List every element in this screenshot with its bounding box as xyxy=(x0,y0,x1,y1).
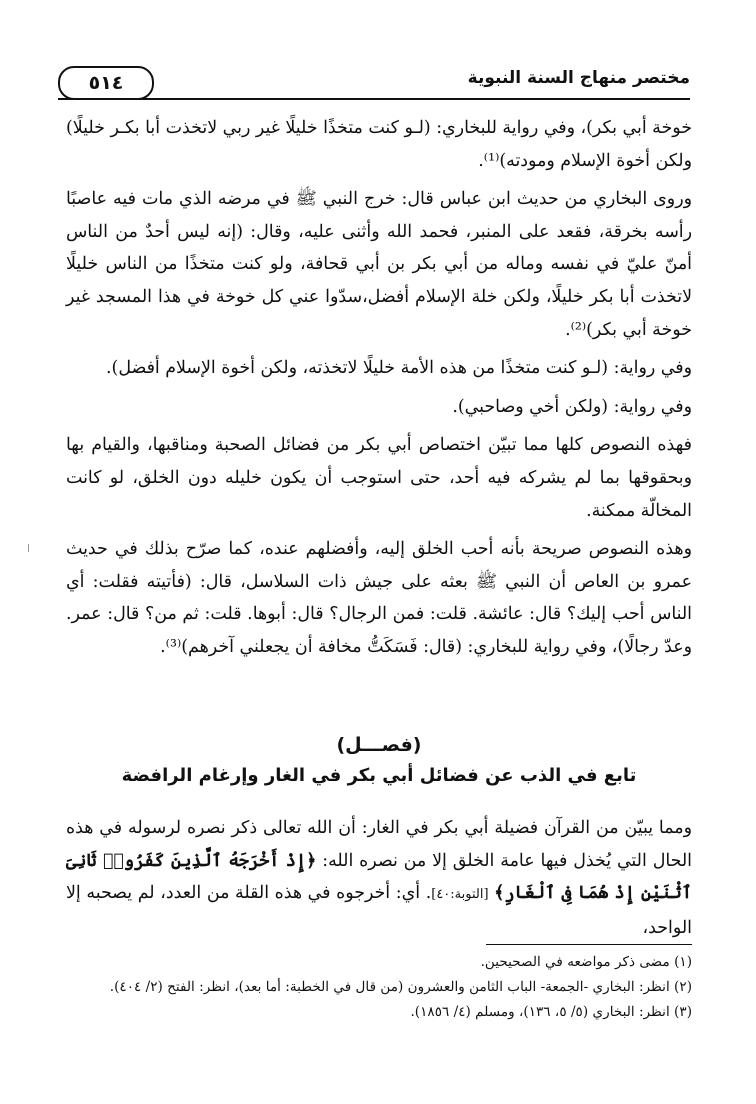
section-text-continuation: . أي: أخرجوه في هذه القلة من العدد، لم يصحبه إلا الواحد، xyxy=(66,883,692,938)
section-title: تابع في الذب عن فضائل أبي بكر في الغار وإرغام الرافضة xyxy=(121,765,637,786)
paragraph: خوخة أبي بكر)، وفي رواية للبخاري: (لـو كنت متخذًا خليلًا غير ربي لاتخذت أبا بكـر خليلًا) ولكن أخوة الإسلام ومودته)⁽¹⁾. xyxy=(66,118,692,171)
paragraph: فهذه النصوص كلها مما تبيّن اختصاص أبي بكر من فضائل الصحبة ومناقبها، والقيام بها وبحقوقها بما لم يشركه فيه أحد، حتى استوجب أن يكون خليله دون الخلق، لو كانت المخالّة ممكنة. xyxy=(66,435,692,521)
paragraph: وروى البخاري من حديث ابن عباس قال: خرج النبي ﷺ في مرضه الذي مات فيه عاصبًا رأسه بخرقة، فقعد على المنبر، فحمد الله وأثنى عليه، وقال: (إنه ليس أحدٌ من الناس أمنّ عليّ في نفسه وماله من أبي بكر بن أبي قحافة، ولو كنت متخذًا من الناس خليلًا لاتخذت أبا بكر خليلًا، ولكن خلة الإسلام أفضل،سدّوا عني كل خوخة في هذا المسجد غير خوخة أبي بكر)⁽²⁾. xyxy=(66,189,692,340)
section-text-intro: ومما يبيّن من القرآن فضيلة أبي بكر في الغار: أن الله تعالى ذكر نصره لرسوله في هذه الحال التي يُخذل فيها عامة الخلق إلا من نصره الله: xyxy=(66,818,692,871)
section-label: (فصـــل) xyxy=(336,734,422,756)
main-text xyxy=(66,112,692,670)
paragraph: وفي رواية: (ولكن أخي وصاحبي). xyxy=(452,396,692,417)
section-text xyxy=(66,812,692,944)
section-heading xyxy=(66,730,692,792)
quran-verse: ﴿إِذْ أَخْرَجَهُ ٱلَّذِينَ كَفَرُوا۟ ثَانِىَ ٱثْنَيْنِ إِذْ هُمَا فِى ٱلْغَارِ﴾ xyxy=(66,850,692,904)
margin-mark xyxy=(28,544,29,552)
paragraph: وفي رواية: (لـو كنت متخذًا من هذه الأمة خليلًا لاتخذته، ولكن أخوة الإسلام أفضل). xyxy=(106,358,692,379)
paragraph: وهذه النصوص صريحة بأنه أحب الخلق إليه، وأفضلهم عنده، كما صرّح بذلك في حديث عمرو بن العاص أن النبي ﷺ بعثه على جيش ذات السلاسل، قال: (فأتيته فقلت: أي الناس أحب إليك؟ قال: عائشة. قلت: فمن الرجال؟ قال: أبوها. قلت: ثم من؟ قال: عمر. وعدّ رجالًا)، وفي رواية للبخاري: (قال: فَسَكَتُّ مخافة أن يجعلني آخرهم)⁽³⁾. xyxy=(66,539,692,657)
page-number: ٥١٤ xyxy=(58,66,154,100)
quran-reference: [التوبة:٤٠] xyxy=(431,887,489,903)
running-header xyxy=(58,66,690,106)
footnotes xyxy=(66,950,692,1025)
book-title: مختصر منهاج السنة النبوية xyxy=(467,68,690,88)
header-rule xyxy=(58,98,690,100)
footnote: (٢) انظر: البخاري -الجمعة- الباب الثامن والعشرون (من قال في الخطبة: أما بعد)، انظر: الفتح (٢/ ٤٠٤). xyxy=(109,979,692,995)
footnote: (٣) انظر: البخاري (٥/ ٥، ١٣٦)، ومسلم (٤/ ١٨٥٦). xyxy=(410,1004,692,1020)
footnote-divider xyxy=(486,944,692,945)
footnote: (١) مضى ذكر مواضعه في الصحيحين. xyxy=(480,954,692,970)
